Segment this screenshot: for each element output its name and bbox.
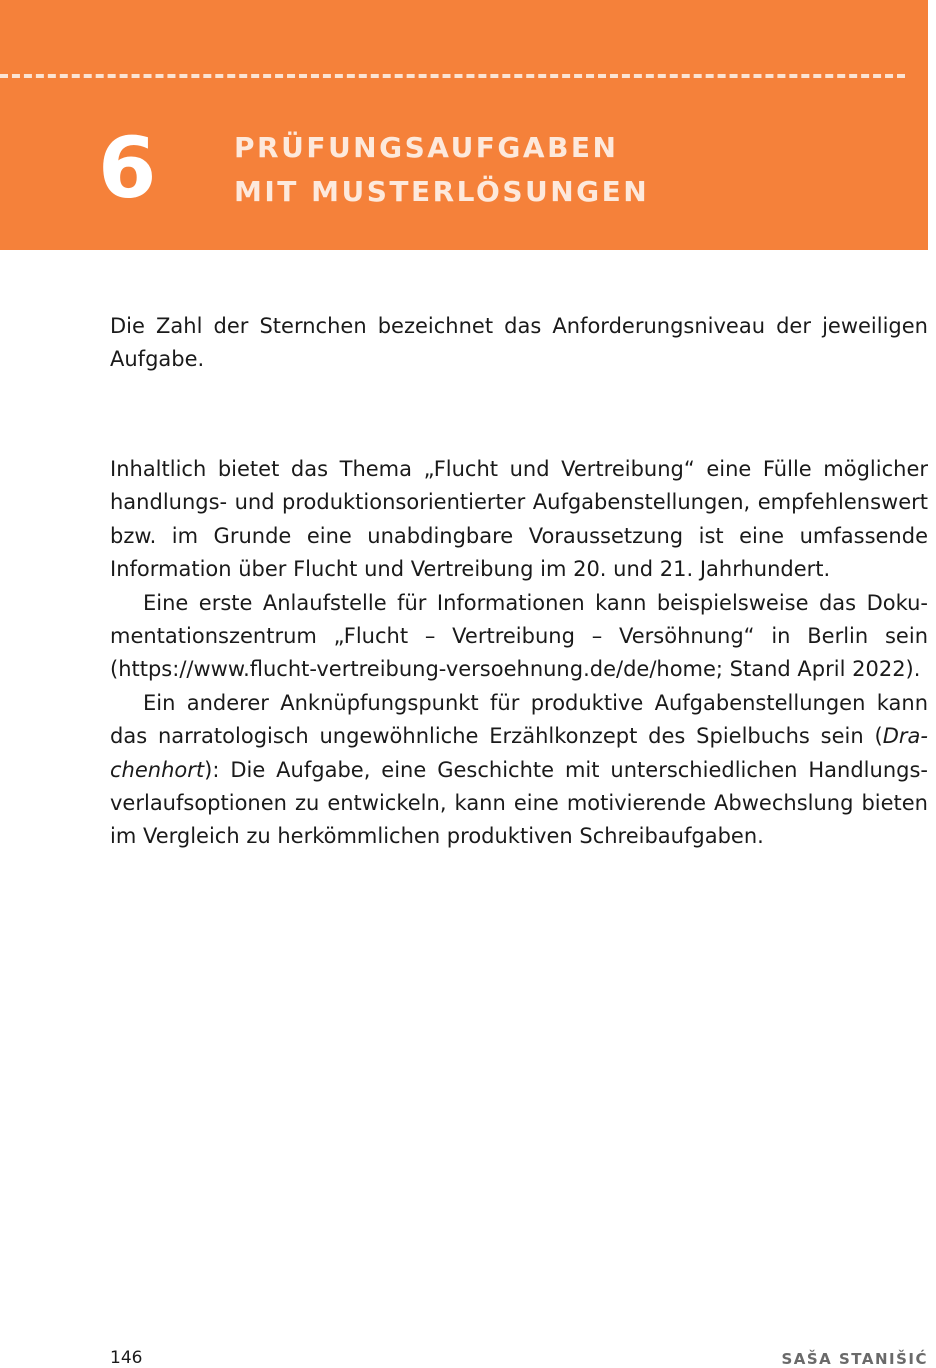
paragraph-3-text-start: Ein anderer Anknüpfungspunkt für produktive Aufgabenstellungen kann das narratologisch ungewöhnliche Erzählkonzept des Spielbuchs sein ( [110,690,928,749]
chapter-number: 6 [98,119,157,217]
intro-block [110,310,928,377]
paragraph-3 [110,687,928,854]
chapter-header-band [0,0,928,250]
paragraph-2: Eine erste Anlaufstelle für Informationen kann beispielsweise das Dokumentationszentrum „Flucht – Vertreibung – Versöhnung“ in Berlin sein (https://www.flucht-vertreibung-versoehnung.de/de/home; Stand April 2022). [110,590,928,682]
chapter-title-line-1: PRÜFUNGSAUFGABEN [234,131,619,164]
main-text-block [110,453,928,854]
chapter-title-line-2: MIT MUSTERLÖSUNGEN [234,175,650,208]
paragraph-3-text-end: ): Die Aufgabe, eine Geschichte mit unterschiedlichen Handlungsverlaufsoptionen zu entwickeln, kann eine motivierende Abwechslung bieten im Vergleich zu herkömmlichen produktiven Schreibaufgaben. [110,757,928,849]
dashed-divider [0,74,905,78]
running-footer-author: SAŠA STANIŠIĆ [781,1350,928,1368]
chapter-title [234,126,649,214]
intro-paragraph: Die Zahl der Sternchen bezeichnet das Anforderungsniveau der jeweiligen Aufgabe. [110,314,928,372]
page-number: 146 [110,1348,143,1368]
book-title-italic: Drachenhort [110,724,928,782]
paragraph-1: Inhaltlich bietet das Thema „Flucht und Vertreibung“ eine Fülle möglicher handlungs- und produktionsorientierter Aufgabenstellungen, empfehlenswert bzw. im Grunde eine unabdingbare Voraussetzung ist eine umfassende Information über Flucht und Vertreibung im 20. und 21. Jahrhundert. [110,457,928,582]
